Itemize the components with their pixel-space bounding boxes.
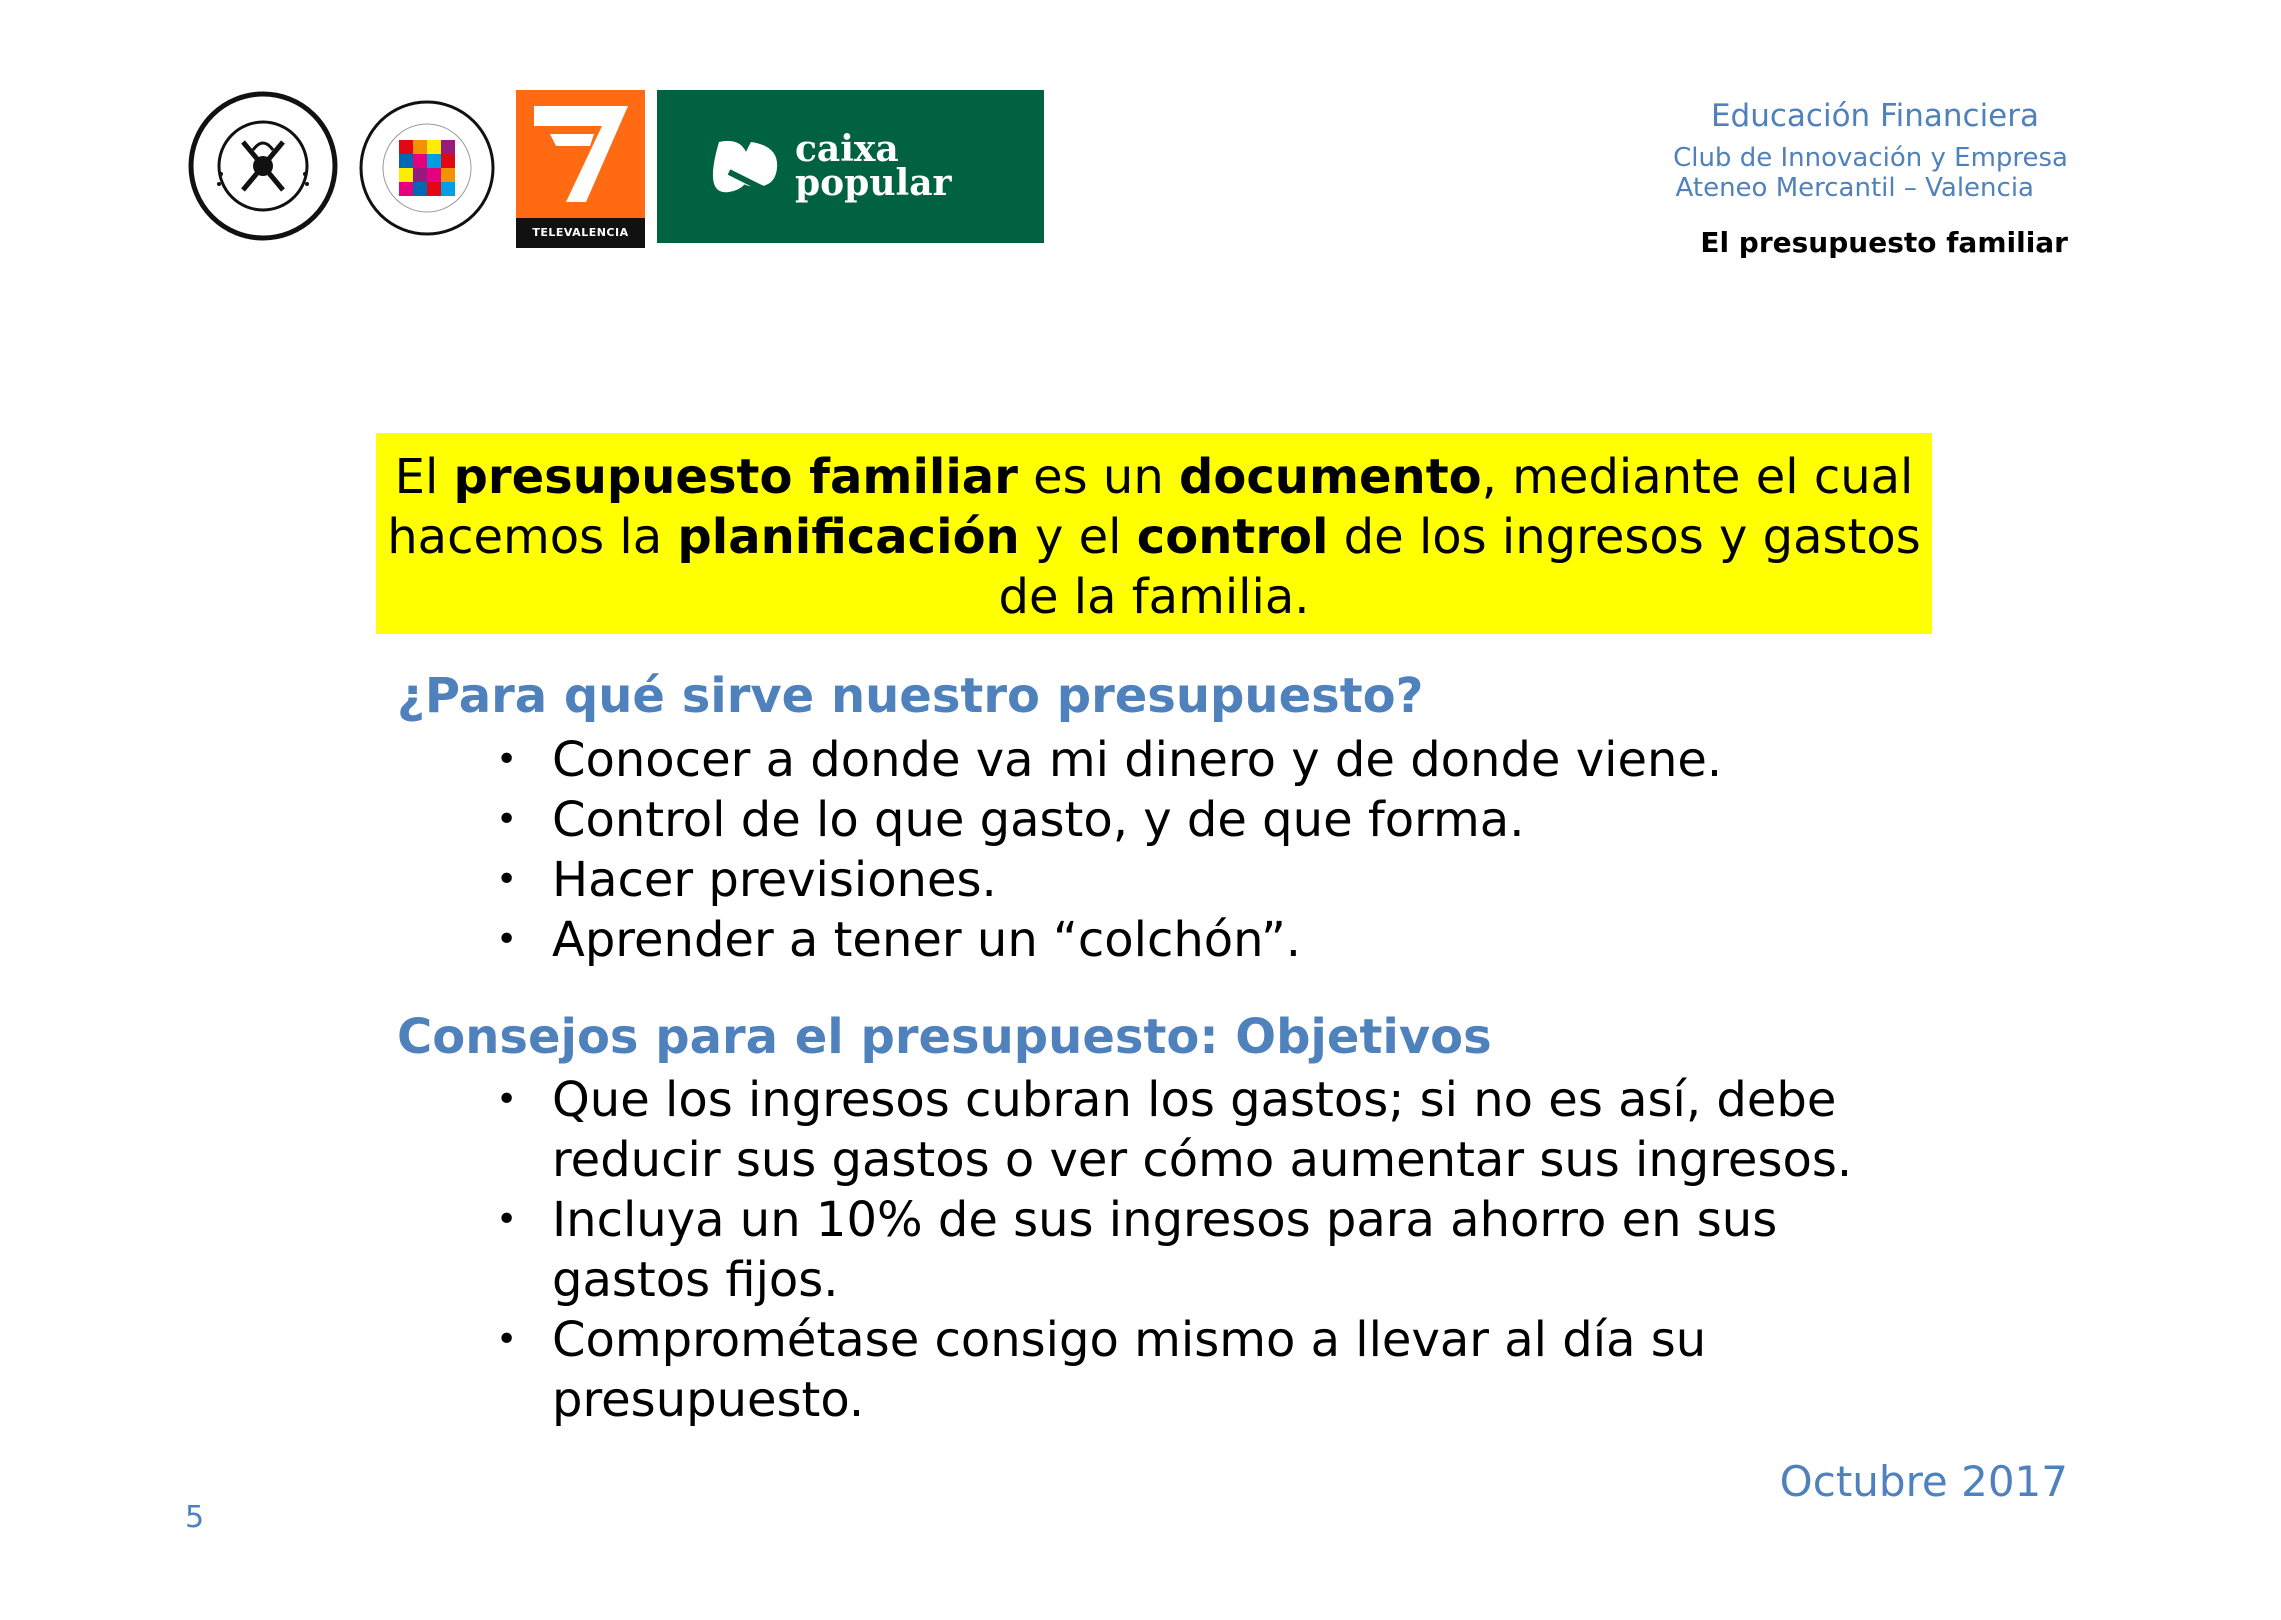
page-number: 5 xyxy=(185,1500,205,1535)
definition-box xyxy=(376,433,1932,634)
list-item-text: Hacer previsiones. xyxy=(552,852,997,908)
caixa-line1: caixa xyxy=(795,128,899,170)
bullet-icon: • xyxy=(496,739,518,780)
header-title: Educación Financiera xyxy=(1710,98,2039,134)
section-heading-purpose: ¿Para qué sirve nuestro presupuesto? xyxy=(397,668,1424,724)
list-item xyxy=(496,1190,1852,1310)
advice-list xyxy=(496,1070,1852,1430)
televalencia-label: TELEVALENCIA xyxy=(532,226,629,239)
definition-term: planificación xyxy=(677,509,1020,565)
list-item xyxy=(496,910,1722,970)
list-item-text: Control de lo que gasto, y de que forma. xyxy=(552,792,1525,848)
list-item-line: Comprométase consigo mismo a llevar al día su xyxy=(552,1312,1707,1368)
list-item xyxy=(496,790,1722,850)
list-item-line: Incluya un 10% de sus ingresos para ahorro en sus xyxy=(552,1192,1778,1248)
header-subtitle-ateneo: Ateneo Mercantil – Valencia xyxy=(1675,173,2034,203)
header-topic: El presupuesto familiar xyxy=(1700,226,2068,259)
bullet-icon: • xyxy=(496,1199,518,1240)
purpose-list xyxy=(496,730,1722,970)
bullet-icon: • xyxy=(496,799,518,840)
list-item xyxy=(496,1310,1852,1430)
list-item xyxy=(496,1070,1852,1190)
bullet-icon: • xyxy=(496,1079,518,1120)
bullet-icon: • xyxy=(496,919,518,960)
list-item-line: gastos fijos. xyxy=(552,1252,839,1308)
caixa-popular-logo xyxy=(657,90,1044,243)
bullet-icon: • xyxy=(496,859,518,900)
list-item-text: Aprender a tener un “colchón”. xyxy=(552,912,1302,968)
list-item-text: Conocer a donde va mi dinero y de donde viene. xyxy=(552,732,1723,788)
definition-text: de los ingresos y gastos de la familia. xyxy=(998,509,1921,625)
list-item-line: Que los ingresos cubran los gastos; si no es así, debe xyxy=(552,1072,1837,1128)
televalencia-logo xyxy=(516,90,645,248)
ateneo-mercantil-logo xyxy=(183,90,343,242)
list-item-line: reducir sus gastos o ver cómo aumentar sus ingresos. xyxy=(552,1132,1853,1188)
definition-text: , mediante el cual hacemos la xyxy=(387,449,1914,565)
definition-text: El xyxy=(394,449,454,505)
bullet-icon: • xyxy=(496,1319,518,1360)
footer-date: Octubre 2017 xyxy=(1779,1457,2068,1506)
definition-term: control xyxy=(1136,509,1329,565)
caixa-line2: popular xyxy=(795,162,952,204)
definition-text: es un xyxy=(1017,449,1180,505)
ateneo-club-logo xyxy=(357,98,497,238)
list-item xyxy=(496,730,1722,790)
header-subtitle-club: Club de Innovación y Empresa xyxy=(1673,143,2068,173)
list-item xyxy=(496,850,1722,910)
definition-text: y el xyxy=(1019,509,1137,565)
list-item-line: presupuesto. xyxy=(552,1372,865,1428)
section-heading-advice: Consejos para el presupuesto: Objetivos xyxy=(397,1009,1492,1065)
definition-term: presupuesto familiar xyxy=(453,449,1018,505)
definition-term: documento xyxy=(1179,449,1482,505)
